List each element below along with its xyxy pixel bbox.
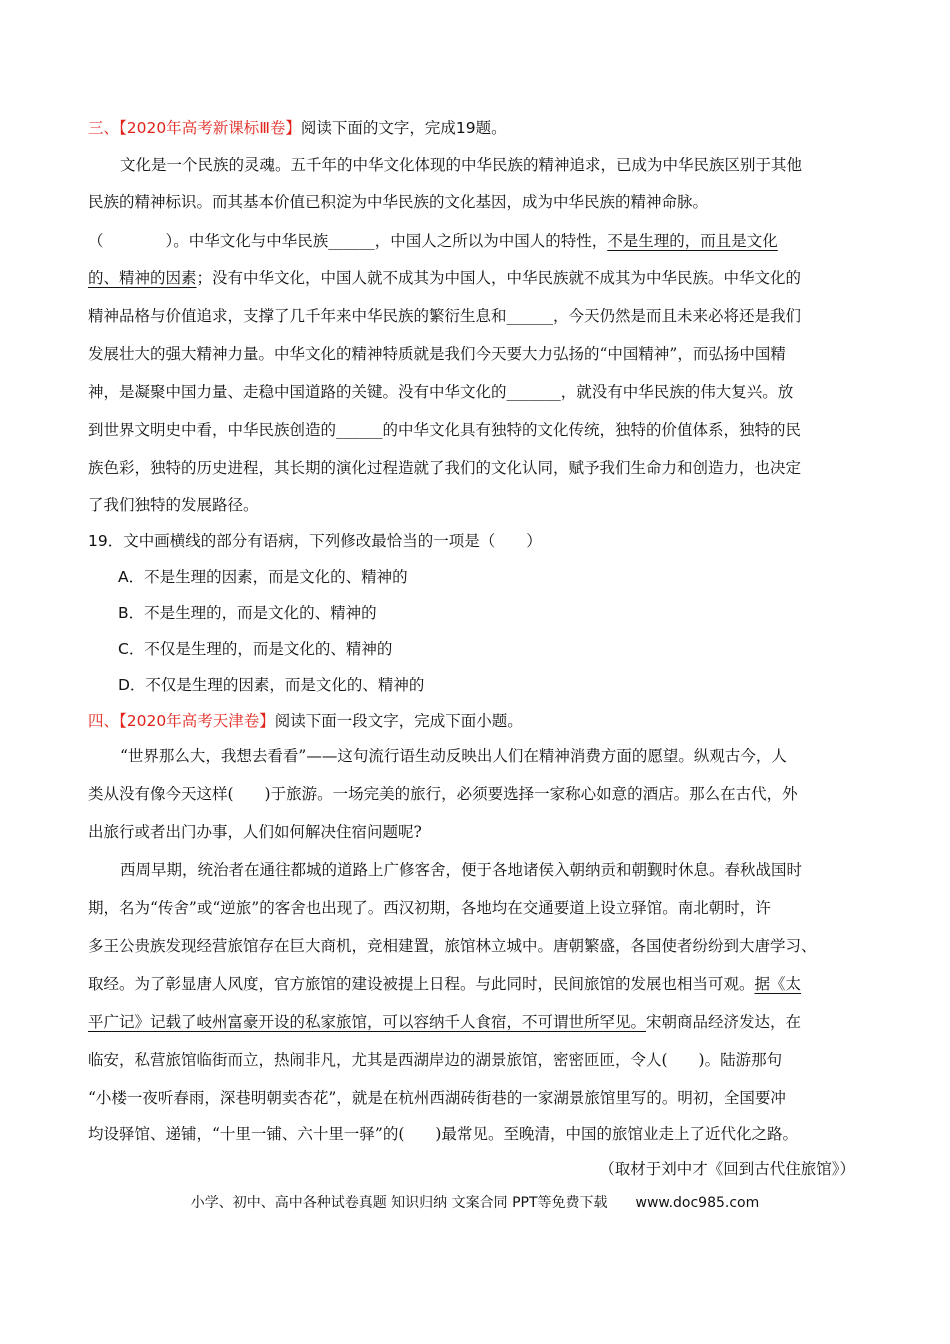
- passage-line: [88, 268, 801, 288]
- passage-line: [88, 974, 801, 994]
- passage-line: 到世界文明史中看，中华民族创造的______的中华文化具有独特的文化传统，独特的价值体系，独特的民: [88, 421, 802, 439]
- section-number: 三、: [88, 119, 120, 137]
- passage-text: 宋朝商品经济发达，在: [646, 1013, 802, 1031]
- exam-tag: 【2020年高考新课标Ⅲ卷】: [119, 119, 301, 137]
- question-19-stem: 19．文中画横线的部分有语病，下列修改最恰当的一项是（ ）: [88, 532, 542, 550]
- passage-line: 均设驿馆、递铺，“十里一铺、六十里一驿”的( )最常见。至晚清，中国的旅馆业走上了近代化之路。: [88, 1125, 798, 1143]
- passage-line: 民族的精神标识。而其基本价值已积淀为中华民族的文化基因，成为中华民族的精神命脉。: [88, 193, 709, 211]
- passage-line: 出旅行或者出门办事，人们如何解决住宿问题呢?: [88, 823, 422, 841]
- option-c[interactable]: C．不仅是生理的，而是文化的、精神的: [118, 640, 393, 658]
- page-footer: 小学、初中、高中各种试卷真题 知识归纳 文案合同 PPT等免费下载 www.doc985.com: [190, 1195, 760, 1211]
- exam-tag: 【2020年高考天津卷】: [119, 712, 275, 730]
- passage-line: 西周早期，统治者在通往都城的道路上广修客舍，便于各地诸侯入朝纳贡和朝觐时休息。春秋战国时: [120, 861, 803, 879]
- passage-line: 了我们独特的发展路径。: [88, 496, 259, 514]
- passage-line: 族色彩，独特的历史进程，其长期的演化过程造就了我们的文化认同，赋予我们生命力和创造力，也决定: [88, 459, 802, 477]
- option-b[interactable]: B．不是生理的，而是文化的、精神的: [118, 604, 377, 622]
- passage-line: 文化是一个民族的灵魂。五千年的中华文化体现的中华民族的精神追求，已成为中华民族区别于其他: [120, 156, 803, 174]
- section-3-heading: [88, 118, 507, 138]
- underlined-sentence: 平广记》记载了岐州富豪开设的私家旅馆，可以容纳千人食宿，不可谓世所罕见。: [88, 1013, 647, 1031]
- underlined-sentence: 据《太: [754, 975, 802, 993]
- passage-text: 取经。为了彰显唐人风度，官方旅馆的建设被提上日程。与此同时，民间旅馆的发展也相当可观。: [88, 975, 755, 993]
- passage-line: 精神品格与价值追求，支撑了几千年来中华民族的繁衍生息和______，今天仍然是而且未来必将还是我们: [88, 307, 802, 325]
- section-number: 四、: [88, 712, 120, 730]
- passage-line: 临安，私营旅馆临街而立，热闹非凡，尤其是西湖岸边的湖景旅馆，密密匝匝，令人( )。陆游那句: [88, 1051, 783, 1069]
- section-instruction: 阅读下面一段文字，完成下面小题。: [274, 712, 523, 730]
- passage-line: 发展壮大的强大精神力量。中华文化的精神特质就是我们今天要大力弘扬的“中国精神”，而弘扬中国精: [88, 345, 786, 363]
- passage-line: 神，是凝聚中国力量、走稳中国道路的关键。没有中华文化的_______，就没有中华民族的伟大复兴。放: [88, 383, 794, 401]
- section-4-heading: [88, 711, 523, 731]
- option-a[interactable]: A．不是生理的因素，而是文化的、精神的: [118, 568, 408, 586]
- underlined-sentence: 的、精神的因素: [88, 269, 197, 287]
- passage-text: ；没有中华文化，中国人就不成其为中国人，中华民族就不成其为中华民族。中华文化的: [196, 269, 802, 287]
- passage-line: [88, 231, 778, 251]
- passage-line: 多王公贵族发现经营旅馆存在巨大商机，竞相建置，旅馆林立城中。唐朝繁盛，各国使者纷纷到大唐学习、: [88, 937, 817, 955]
- passage-line: 期，名为“传舍”或“逆旅”的客舍也出现了。西汉初期，各地均在交通要道上设立驿馆。南北朝时，许: [88, 899, 771, 917]
- passage-text: （ ）。中华文化与中华民族______，中国人之所以为中国人的特性，: [88, 232, 608, 250]
- passage-line: “小楼一夜听春雨，深巷明朝卖杏花”，就是在杭州西湖砖街巷的一家湖景旅馆里写的。明初，全国要冲: [88, 1089, 786, 1107]
- passage-line: “世界那么大，我想去看看”——这句流行语生动反映出人们在精神消费方面的愿望。纵观古今，人: [120, 747, 787, 765]
- underlined-sentence: 不是生理的，而且是文化: [607, 232, 778, 250]
- source-citation: （取材于刘中才《回到古代住旅馆》）: [599, 1160, 855, 1178]
- option-d[interactable]: D．不仅是生理的因素，而是文化的、精神的: [118, 676, 425, 694]
- passage-line: [88, 1012, 801, 1032]
- passage-line: 类从没有像今天这样( )于旅游。一场完美的旅行，必须要选择一家称心如意的酒店。那么在古代，外: [88, 785, 798, 803]
- section-instruction: 阅读下面的文字，完成19题。: [300, 119, 507, 137]
